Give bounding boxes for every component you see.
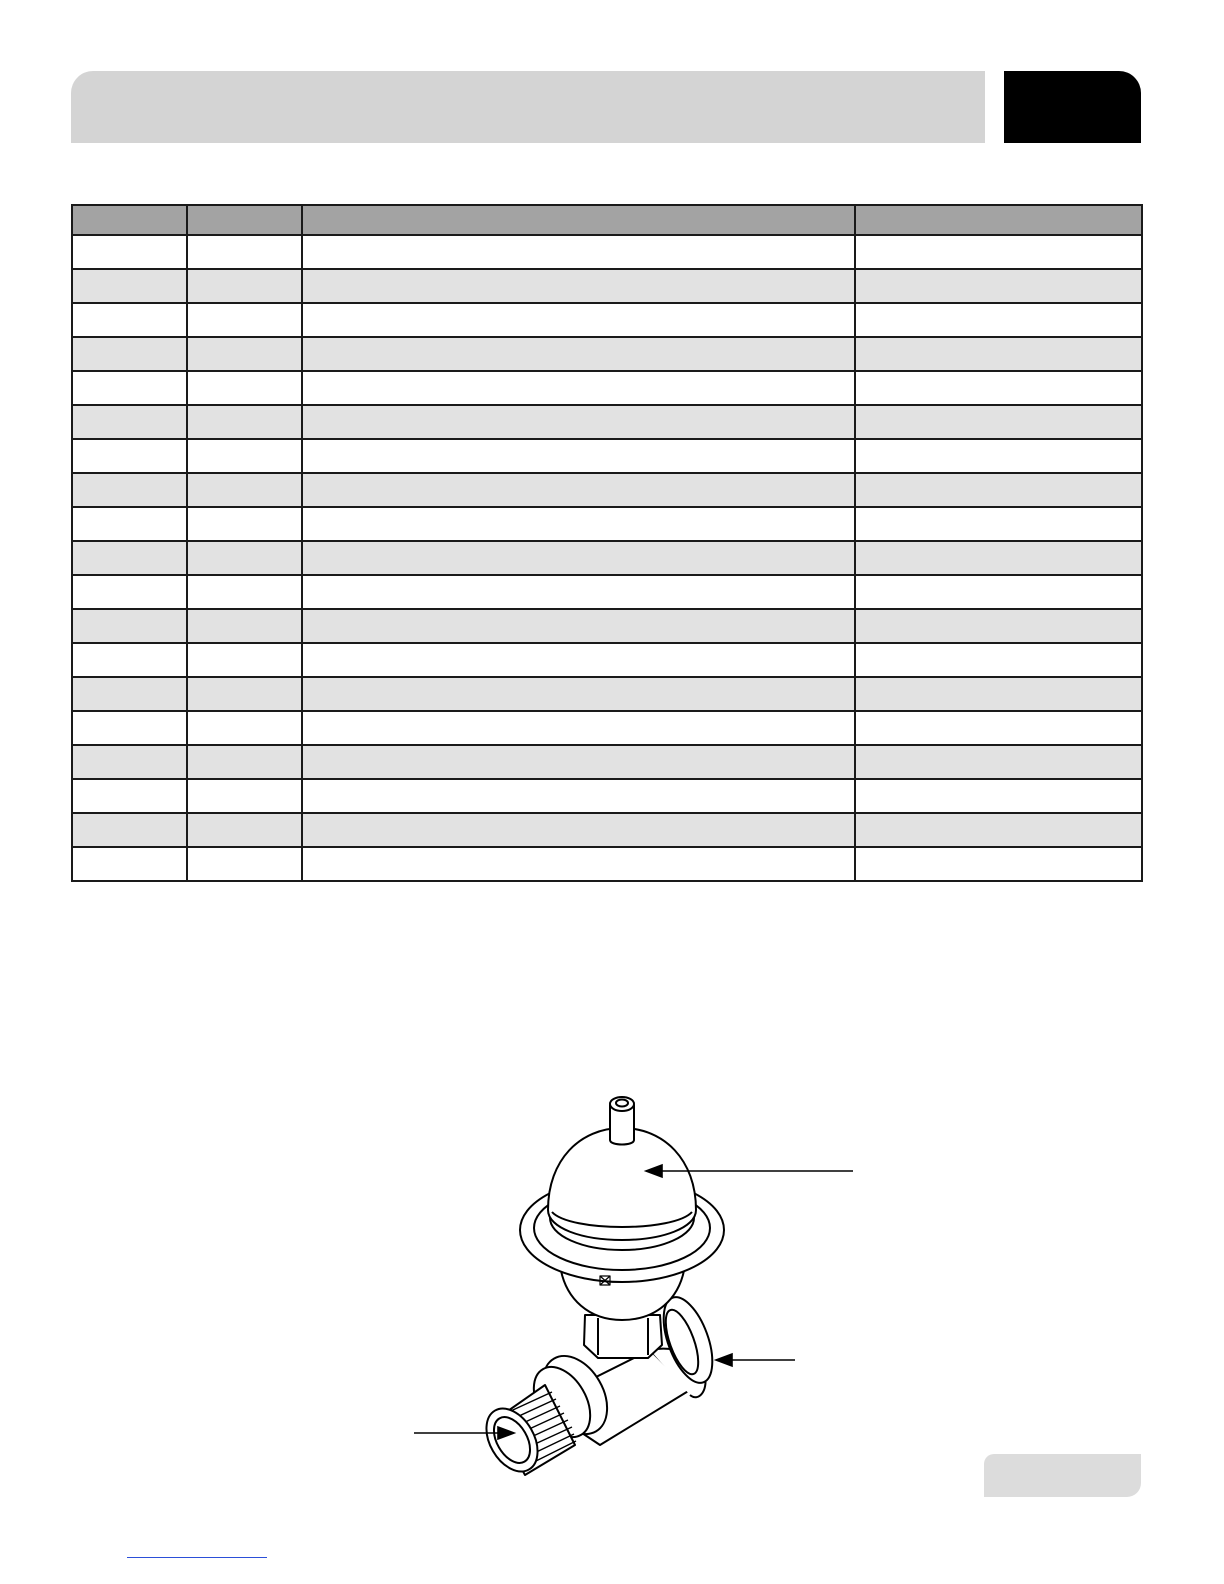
table-cell — [855, 337, 1142, 371]
table-cell — [302, 677, 855, 711]
table-cell — [302, 779, 855, 813]
table-cell — [187, 643, 302, 677]
table-row — [72, 371, 1142, 405]
table-cell — [187, 779, 302, 813]
table-cell — [72, 643, 187, 677]
table-cell — [855, 711, 1142, 745]
table-row — [72, 575, 1142, 609]
table-cell — [302, 507, 855, 541]
table-cell — [302, 473, 855, 507]
column-header — [187, 205, 302, 235]
table-cell — [187, 303, 302, 337]
table-row — [72, 813, 1142, 847]
table-cell — [302, 337, 855, 371]
table-cell — [302, 643, 855, 677]
page-number-tab — [984, 1454, 1141, 1497]
table-cell — [302, 269, 855, 303]
table-row — [72, 779, 1142, 813]
table-cell — [855, 507, 1142, 541]
table-cell — [855, 745, 1142, 779]
table-row — [72, 745, 1142, 779]
table-cell — [187, 541, 302, 575]
table-row — [72, 677, 1142, 711]
table-cell — [302, 371, 855, 405]
table-cell — [855, 643, 1142, 677]
table-cell — [855, 303, 1142, 337]
table-cell — [72, 269, 187, 303]
table-row — [72, 609, 1142, 643]
table-row — [72, 473, 1142, 507]
table-cell — [72, 507, 187, 541]
table-cell — [855, 677, 1142, 711]
parts-table — [71, 204, 1143, 882]
table-cell — [187, 473, 302, 507]
table-row — [72, 711, 1142, 745]
table-cell — [72, 847, 187, 881]
table-cell — [187, 269, 302, 303]
table-cell — [302, 609, 855, 643]
table-cell — [855, 371, 1142, 405]
table-cell — [72, 303, 187, 337]
table-row — [72, 439, 1142, 473]
table-cell — [72, 405, 187, 439]
table-row — [72, 541, 1142, 575]
chapter-tab — [1004, 71, 1141, 143]
table-cell — [187, 371, 302, 405]
column-header — [855, 205, 1142, 235]
table-cell — [187, 439, 302, 473]
table-cell — [855, 779, 1142, 813]
table-cell — [302, 575, 855, 609]
table-cell — [855, 609, 1142, 643]
table-cell — [302, 235, 855, 269]
footer-link[interactable] — [127, 1557, 267, 1558]
table-cell — [855, 439, 1142, 473]
table-cell — [187, 507, 302, 541]
table-cell — [855, 813, 1142, 847]
table-cell — [302, 303, 855, 337]
table-cell — [72, 371, 187, 405]
table-cell — [855, 473, 1142, 507]
section-header-bar — [71, 71, 985, 143]
chapter-tab-label — [1004, 71, 1141, 93]
table-cell — [302, 847, 855, 881]
table-row — [72, 405, 1142, 439]
table-cell — [72, 779, 187, 813]
table-row — [72, 507, 1142, 541]
table-cell — [72, 813, 187, 847]
table-cell — [302, 813, 855, 847]
table-cell — [72, 575, 187, 609]
table-cell — [302, 405, 855, 439]
table-row — [72, 847, 1142, 881]
table-cell — [72, 541, 187, 575]
table-cell — [187, 575, 302, 609]
table-cell — [187, 813, 302, 847]
table-cell — [187, 405, 302, 439]
table-cell — [72, 439, 187, 473]
table-cell — [72, 609, 187, 643]
table-row — [72, 303, 1142, 337]
table-cell — [72, 235, 187, 269]
table-cell — [187, 711, 302, 745]
table-cell — [72, 677, 187, 711]
table-cell — [302, 541, 855, 575]
table-cell — [187, 745, 302, 779]
valve-illustration — [400, 1085, 880, 1485]
table-cell — [855, 405, 1142, 439]
column-header — [302, 205, 855, 235]
table-cell — [855, 269, 1142, 303]
table-cell — [855, 575, 1142, 609]
table-cell — [187, 337, 302, 371]
page-number — [984, 1454, 1141, 1466]
table-cell — [187, 677, 302, 711]
table-row — [72, 269, 1142, 303]
table-cell — [187, 609, 302, 643]
table-cell — [72, 745, 187, 779]
table-cell — [302, 439, 855, 473]
table-cell — [855, 541, 1142, 575]
table-cell — [855, 235, 1142, 269]
table-row — [72, 235, 1142, 269]
table-cell — [72, 711, 187, 745]
table-cell — [72, 337, 187, 371]
table-row — [72, 337, 1142, 371]
table-cell — [855, 847, 1142, 881]
section-title — [71, 71, 985, 119]
table-cell — [187, 847, 302, 881]
table-cell — [187, 235, 302, 269]
parts-table-header — [72, 205, 1142, 235]
column-header — [72, 205, 187, 235]
table-cell — [302, 711, 855, 745]
table-row — [72, 643, 1142, 677]
table-cell — [72, 473, 187, 507]
table-cell — [302, 745, 855, 779]
